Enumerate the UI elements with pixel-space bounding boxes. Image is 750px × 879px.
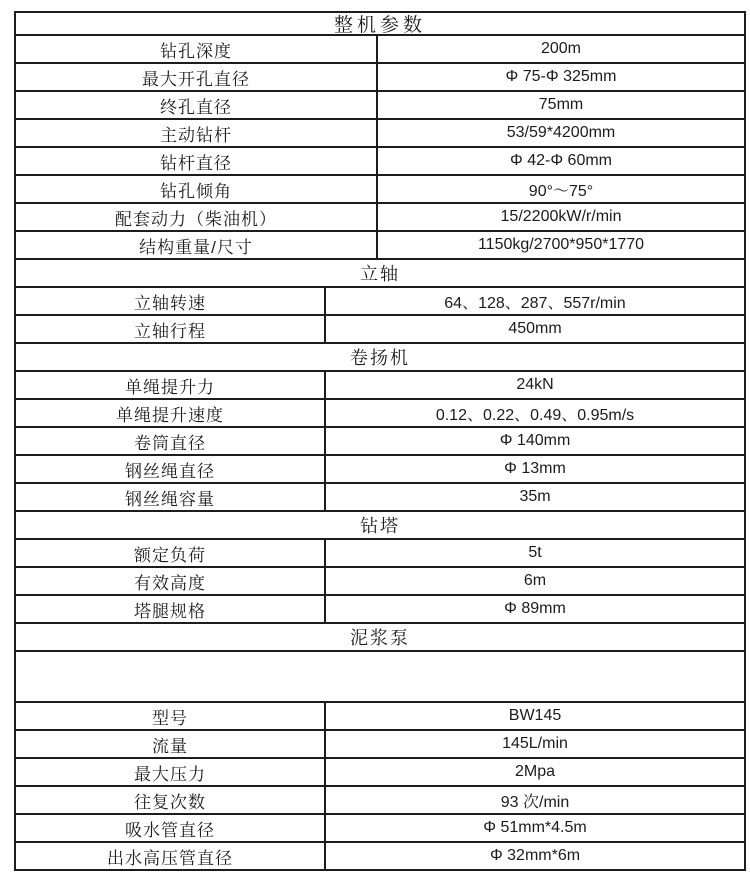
- row-label: 吸水管直径: [16, 815, 326, 841]
- table-row: [16, 815, 744, 843]
- row-value: 75mm: [538, 96, 584, 113]
- table-row: [16, 759, 744, 787]
- row-value: 53/59*4200mm: [506, 124, 616, 141]
- row-value: Φ 140mm: [499, 432, 571, 449]
- row-label: 立轴转速: [16, 288, 326, 314]
- section-header-tower: 钻塔: [16, 512, 744, 540]
- table-row: [16, 232, 744, 260]
- empty-row: [16, 652, 744, 703]
- table-row: [16, 596, 744, 624]
- table-row: [16, 456, 744, 484]
- table-row: [16, 372, 744, 400]
- row-label: 往复次数: [16, 787, 326, 813]
- row-value: Φ 13mm: [504, 460, 566, 477]
- row-value: Φ 32mm*6m: [489, 847, 581, 864]
- table-row: [16, 120, 744, 148]
- table-row: [16, 787, 744, 815]
- table-row: [16, 568, 744, 596]
- table-row: [16, 176, 744, 204]
- table-row: [16, 843, 744, 869]
- table-row: [16, 64, 744, 92]
- row-label: 钢丝绳容量: [16, 484, 326, 510]
- row-label: 流量: [16, 731, 326, 757]
- row-label: 卷筒直径: [16, 428, 326, 454]
- row-value: Φ 75-Φ 325mm: [505, 68, 617, 85]
- row-label: 有效高度: [16, 568, 326, 594]
- row-label: 塔腿规格: [16, 596, 326, 622]
- row-value: 93 次/min: [500, 793, 570, 811]
- table-row: [16, 428, 744, 456]
- table-row: [16, 484, 744, 512]
- row-value: 0.12、0.22、0.49、0.95m/s: [435, 406, 635, 424]
- table-row: [16, 540, 744, 568]
- row-value: Φ 42-Φ 60mm: [510, 152, 612, 169]
- section-header-spindle: 立轴: [16, 260, 744, 288]
- row-value: 64、128、287、557r/min: [444, 294, 626, 312]
- row-value: 6m: [523, 572, 547, 589]
- table-row: [16, 316, 744, 344]
- row-value: Φ 89mm: [504, 600, 566, 617]
- row-value: 90°～75°: [528, 182, 594, 200]
- row-label: 最大开孔直径: [16, 64, 378, 90]
- row-label: 钻孔倾角: [16, 176, 378, 202]
- row-label: 额定负荷: [16, 540, 326, 566]
- section-header-winch: 卷扬机: [16, 344, 744, 372]
- row-value: 450mm: [508, 320, 562, 337]
- row-value: Φ 51mm*4.5m: [483, 819, 587, 836]
- table-row: [16, 204, 744, 232]
- row-label: 钢丝绳直径: [16, 456, 326, 482]
- row-label: 单绳提升力: [16, 372, 326, 398]
- section-header-mud-pump: 泥浆泵: [16, 624, 744, 652]
- row-value: 24kN: [516, 376, 554, 393]
- row-value: 35m: [519, 488, 551, 505]
- row-label: 出水高压管直径: [16, 843, 326, 869]
- table-row: [16, 288, 744, 316]
- row-value: 15/2200kW/r/min: [500, 208, 622, 225]
- row-label: 立轴行程: [16, 316, 326, 342]
- row-value: 2Mpa: [514, 763, 556, 780]
- row-label: 单绳提升速度: [16, 400, 326, 426]
- row-label: 结构重量/尺寸: [16, 232, 378, 258]
- table-title: 整机参数: [16, 13, 744, 36]
- row-value: 1150kg/2700*950*1770: [477, 236, 645, 253]
- row-value: 145L/min: [502, 735, 568, 752]
- spec-table: [14, 11, 746, 871]
- row-value: 5t: [528, 544, 542, 561]
- table-row: [16, 36, 744, 64]
- table-row: [16, 400, 744, 428]
- row-label: 最大压力: [16, 759, 326, 785]
- row-value: 200m: [540, 40, 582, 57]
- row-label: 主动钻杆: [16, 120, 378, 146]
- table-row: [16, 92, 744, 120]
- row-label: 终孔直径: [16, 92, 378, 118]
- table-row: [16, 703, 744, 731]
- table-row: [16, 731, 744, 759]
- row-label: 钻孔深度: [16, 36, 378, 62]
- row-label: 型号: [16, 703, 326, 729]
- table-row: [16, 148, 744, 176]
- row-label: 钻杆直径: [16, 148, 378, 174]
- row-value: BW145: [508, 707, 562, 724]
- row-label: 配套动力（柴油机）: [16, 204, 378, 230]
